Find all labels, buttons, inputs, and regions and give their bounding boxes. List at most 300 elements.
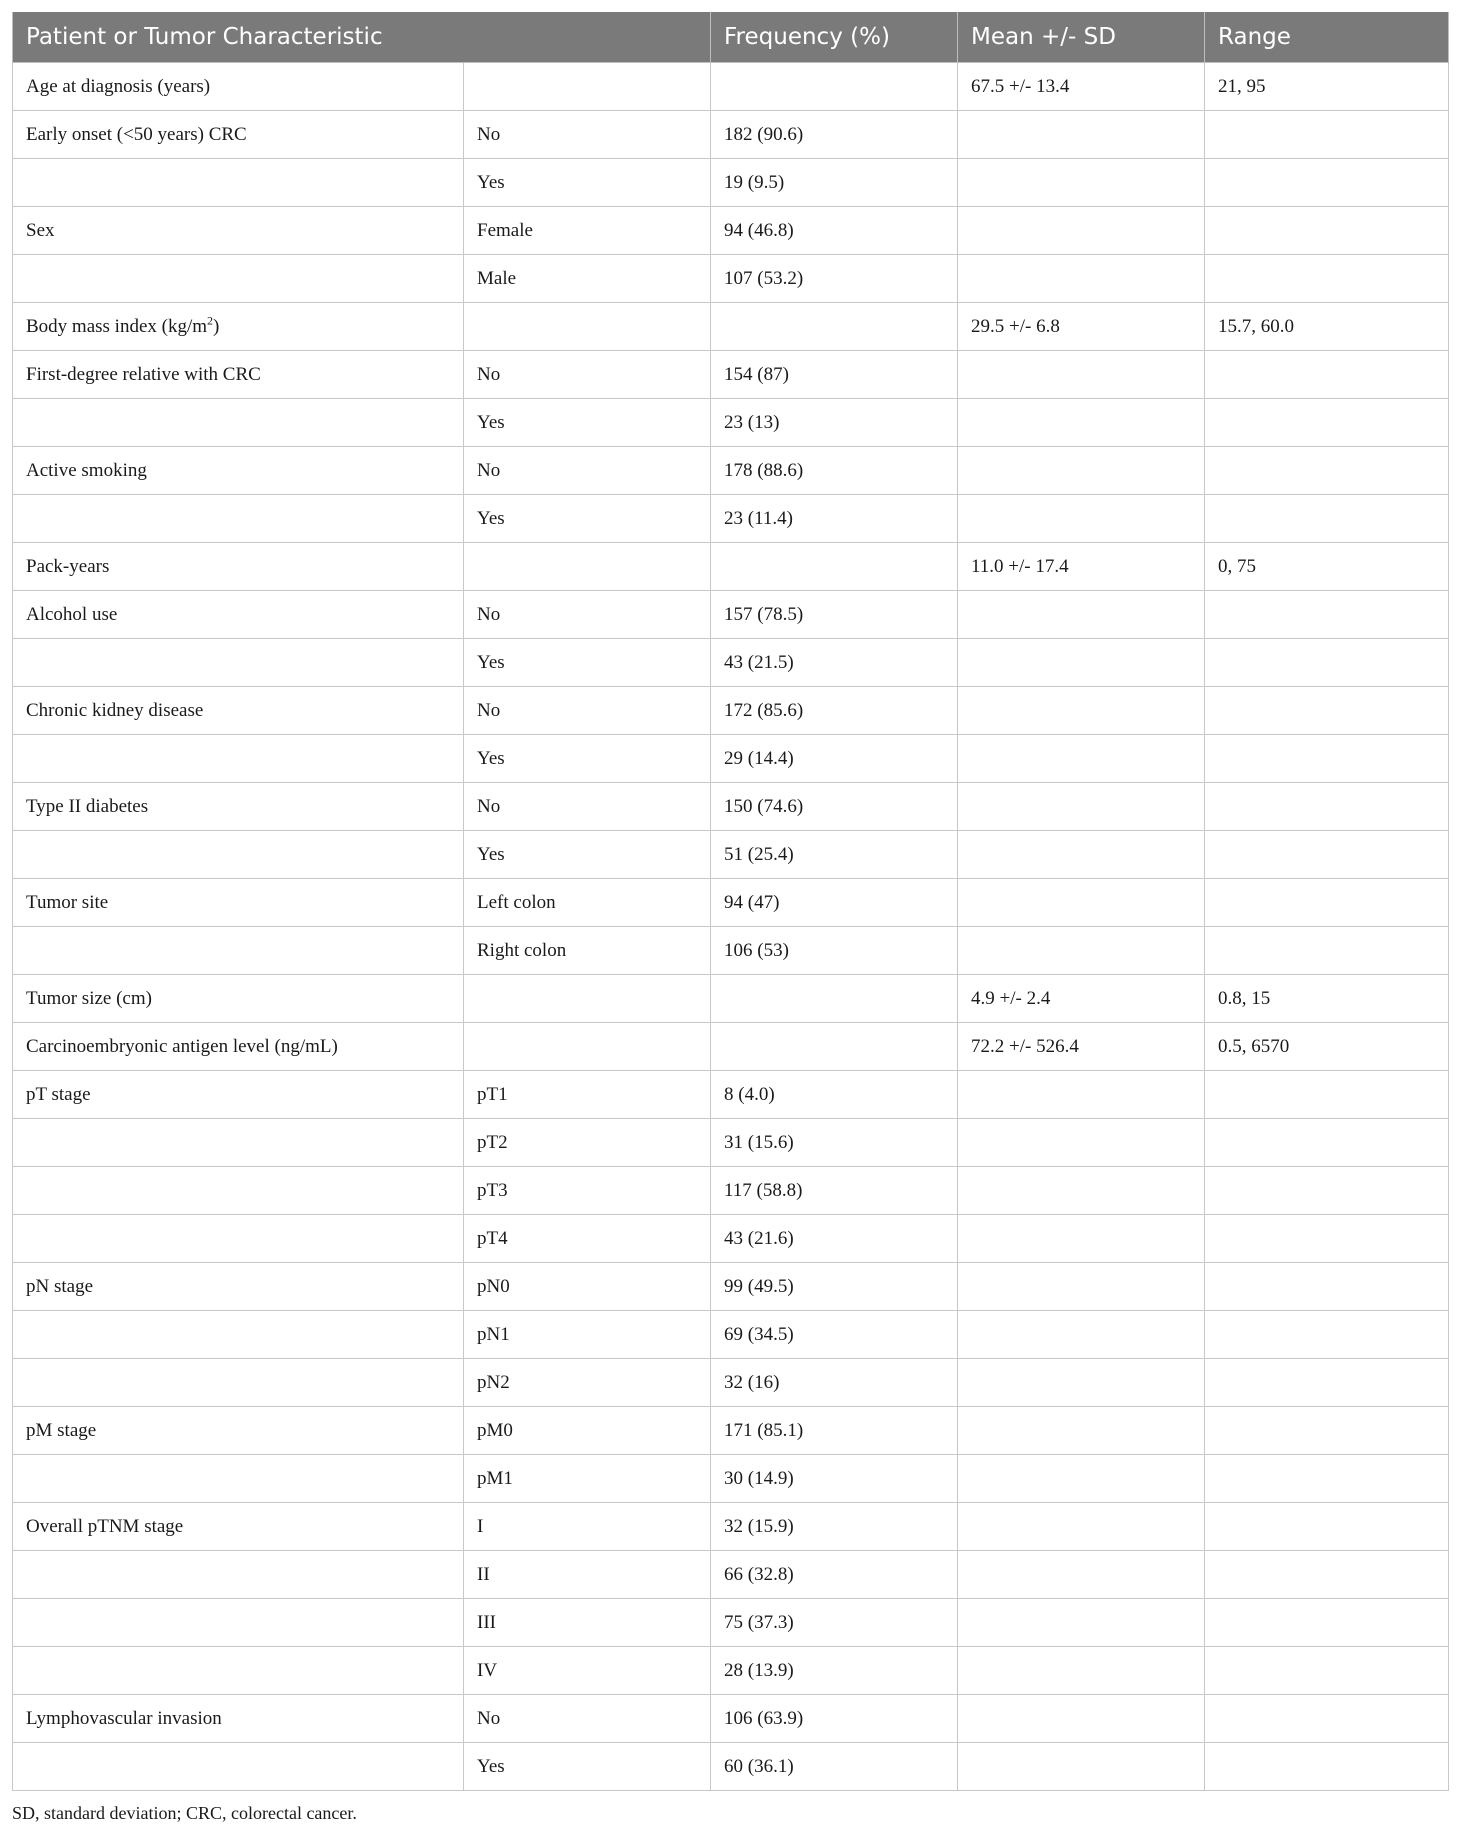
cell-frequency	[711, 303, 958, 351]
cell-mean-sd	[958, 927, 1205, 975]
cell-mean-sd	[958, 975, 1205, 1023]
table-row	[13, 1503, 1449, 1551]
header-range: Range	[1205, 12, 1449, 63]
cell-frequency-text: 117 (58.8)	[724, 1179, 803, 1201]
table-footnote: SD, standard deviation; CRC, colorectal cancer.	[12, 1803, 357, 1823]
cell-characteristic-text: Lymphovascular invasion	[26, 1707, 222, 1729]
cell-category	[464, 1071, 711, 1119]
cell-category	[464, 927, 711, 975]
cell-frequency-text: 32 (15.9)	[724, 1515, 794, 1537]
cell-category	[464, 1695, 711, 1743]
cell-characteristic-text: Body mass index (kg/m	[26, 315, 208, 337]
cell-characteristic	[13, 687, 464, 735]
cell-frequency-text: 178 (88.6)	[724, 459, 804, 481]
cell-category	[464, 879, 711, 927]
cell-characteristic-text: Alcohol use	[26, 603, 118, 625]
cell-mean-sd	[958, 831, 1205, 879]
cell-category	[464, 159, 711, 207]
cell-mean-sd	[958, 1599, 1205, 1647]
cell-frequency-text: 69 (34.5)	[724, 1323, 794, 1345]
cell-range	[1205, 63, 1449, 111]
cell-mean-sd	[958, 255, 1205, 303]
cell-range	[1205, 1311, 1449, 1359]
table-row	[13, 639, 1449, 687]
cell-category-text: pN1	[477, 1323, 510, 1345]
cell-mean-sd	[958, 1215, 1205, 1263]
cell-frequency-text: 99 (49.5)	[724, 1275, 794, 1297]
table-row	[13, 111, 1449, 159]
table-body	[13, 63, 1449, 1791]
cell-characteristic	[13, 1023, 464, 1071]
cell-characteristic-text: Active smoking	[26, 459, 147, 481]
cell-characteristic	[13, 927, 464, 975]
cell-mean-sd	[958, 543, 1205, 591]
cell-frequency	[711, 495, 958, 543]
cell-category-text: Male	[477, 267, 517, 289]
cell-category-text: I	[477, 1515, 484, 1537]
cell-characteristic-text: pM stage	[26, 1419, 97, 1441]
cell-mean-sd	[958, 1071, 1205, 1119]
cell-category-text: Right colon	[477, 939, 567, 961]
cell-frequency-text: 106 (53)	[724, 939, 789, 961]
cell-characteristic	[13, 639, 464, 687]
cell-range	[1205, 399, 1449, 447]
cell-frequency-text: 150 (74.6)	[724, 795, 804, 817]
table-row	[13, 1695, 1449, 1743]
cell-mean-sd	[958, 735, 1205, 783]
cell-category	[464, 351, 711, 399]
table-row	[13, 735, 1449, 783]
cell-frequency	[711, 543, 958, 591]
cell-frequency	[711, 1455, 958, 1503]
cell-frequency	[711, 687, 958, 735]
table-row	[13, 303, 1449, 351]
cell-category-text: IV	[477, 1659, 498, 1681]
cell-frequency-text: 94 (47)	[724, 891, 780, 913]
cell-range	[1205, 1359, 1449, 1407]
cell-range-text: 15.7, 60.0	[1218, 315, 1294, 337]
cell-category-text: Yes	[477, 171, 505, 193]
cell-frequency	[711, 1311, 958, 1359]
cell-mean-sd-text: 67.5 +/- 13.4	[971, 75, 1070, 97]
cell-category	[464, 447, 711, 495]
cell-frequency	[711, 879, 958, 927]
table-row	[13, 1455, 1449, 1503]
cell-category	[464, 1599, 711, 1647]
cell-characteristic	[13, 735, 464, 783]
cell-mean-sd-text: 11.0 +/- 17.4	[971, 555, 1069, 577]
cell-category-text: No	[477, 123, 501, 145]
cell-characteristic	[13, 1359, 464, 1407]
cell-characteristic	[13, 1167, 464, 1215]
cell-range-text: 21, 95	[1218, 75, 1266, 97]
cell-frequency	[711, 159, 958, 207]
cell-frequency-text: 107 (53.2)	[724, 267, 804, 289]
cell-range	[1205, 1503, 1449, 1551]
characteristics-table-container	[12, 12, 1448, 1791]
cell-characteristic-text: pT stage	[26, 1083, 91, 1105]
cell-category-text: Yes	[477, 843, 505, 865]
cell-category	[464, 255, 711, 303]
cell-range	[1205, 159, 1449, 207]
table-row	[13, 927, 1449, 975]
cell-frequency	[711, 735, 958, 783]
cell-characteristic	[13, 351, 464, 399]
cell-mean-sd	[958, 1695, 1205, 1743]
cell-range-text: 0.5, 6570	[1218, 1035, 1290, 1057]
cell-frequency	[711, 591, 958, 639]
cell-frequency	[711, 1119, 958, 1167]
cell-frequency	[711, 399, 958, 447]
cell-characteristic-text: Type II diabetes	[26, 795, 149, 817]
cell-category	[464, 1503, 711, 1551]
header-characteristic: Patient or Tumor Characteristic	[13, 12, 711, 63]
cell-mean-sd	[958, 63, 1205, 111]
table-row	[13, 1743, 1449, 1791]
table-row	[13, 207, 1449, 255]
cell-category	[464, 591, 711, 639]
cell-range-text: 0, 75	[1218, 555, 1256, 577]
cell-mean-sd	[958, 1263, 1205, 1311]
cell-category	[464, 63, 711, 111]
cell-category	[464, 831, 711, 879]
cell-characteristic	[13, 1215, 464, 1263]
cell-frequency-text: 106 (63.9)	[724, 1707, 804, 1729]
characteristics-table	[12, 12, 1449, 1791]
cell-category	[464, 975, 711, 1023]
cell-range	[1205, 447, 1449, 495]
cell-category-text: pT3	[477, 1179, 508, 1201]
cell-frequency-text: 31 (15.6)	[724, 1131, 794, 1153]
cell-characteristic-text: Overall pTNM stage	[26, 1515, 184, 1537]
cell-category-text: Yes	[477, 411, 505, 433]
cell-category-text: Yes	[477, 651, 505, 673]
cell-range	[1205, 1119, 1449, 1167]
header-mean-sd: Mean +/- SD	[958, 12, 1205, 63]
cell-mean-sd	[958, 591, 1205, 639]
table-row	[13, 1023, 1449, 1071]
cell-category	[464, 1647, 711, 1695]
cell-range	[1205, 879, 1449, 927]
cell-category-text: pT4	[477, 1227, 508, 1249]
table-row	[13, 783, 1449, 831]
cell-characteristic	[13, 1263, 464, 1311]
cell-mean-sd	[958, 1551, 1205, 1599]
cell-frequency-text: 43 (21.5)	[724, 651, 794, 673]
cell-category-text: pN0	[477, 1275, 510, 1297]
cell-mean-sd	[958, 879, 1205, 927]
cell-characteristic	[13, 783, 464, 831]
cell-mean-sd	[958, 1167, 1205, 1215]
cell-frequency-text: 66 (32.8)	[724, 1563, 794, 1585]
cell-mean-sd-text: 29.5 +/- 6.8	[971, 315, 1060, 337]
cell-frequency-text: 30 (14.9)	[724, 1467, 794, 1489]
cell-frequency-text: 29 (14.4)	[724, 747, 794, 769]
cell-mean-sd	[958, 639, 1205, 687]
cell-frequency	[711, 63, 958, 111]
cell-range	[1205, 543, 1449, 591]
cell-frequency-text: 43 (21.6)	[724, 1227, 794, 1249]
cell-characteristic-text: Tumor site	[26, 891, 109, 913]
cell-category	[464, 1167, 711, 1215]
cell-characteristic	[13, 303, 464, 351]
cell-mean-sd	[958, 495, 1205, 543]
cell-frequency	[711, 831, 958, 879]
cell-category-text: pM1	[477, 1467, 513, 1489]
cell-characteristic	[13, 1071, 464, 1119]
cell-mean-sd	[958, 1119, 1205, 1167]
cell-category-text: No	[477, 1707, 501, 1729]
cell-characteristic	[13, 447, 464, 495]
cell-frequency	[711, 1071, 958, 1119]
table-row	[13, 879, 1449, 927]
cell-category-text: II	[477, 1563, 490, 1585]
cell-category-text: No	[477, 459, 501, 481]
cell-frequency	[711, 447, 958, 495]
cell-mean-sd	[958, 159, 1205, 207]
table-row	[13, 1167, 1449, 1215]
cell-characteristic-text: Age at diagnosis (years)	[26, 75, 211, 97]
cell-frequency-text: 19 (9.5)	[724, 171, 785, 193]
cell-category	[464, 1407, 711, 1455]
cell-range	[1205, 831, 1449, 879]
cell-range	[1205, 1071, 1449, 1119]
cell-mean-sd-text: 72.2 +/- 526.4	[971, 1035, 1079, 1057]
cell-characteristic	[13, 1599, 464, 1647]
cell-range	[1205, 255, 1449, 303]
cell-frequency	[711, 255, 958, 303]
cell-frequency	[711, 1695, 958, 1743]
cell-characteristic	[13, 1455, 464, 1503]
unit-superscript: 2	[207, 313, 214, 328]
cell-frequency	[711, 111, 958, 159]
table-row	[13, 591, 1449, 639]
cell-characteristic	[13, 255, 464, 303]
table-row	[13, 1551, 1449, 1599]
cell-range	[1205, 1407, 1449, 1455]
cell-characteristic-text: Carcinoembryonic antigen level (ng/mL)	[26, 1035, 338, 1057]
cell-frequency-text: 75 (37.3)	[724, 1611, 794, 1633]
cell-category-text: No	[477, 699, 501, 721]
cell-frequency	[711, 351, 958, 399]
cell-characteristic	[13, 1647, 464, 1695]
cell-category	[464, 543, 711, 591]
cell-frequency	[711, 1407, 958, 1455]
cell-frequency-text: 60 (36.1)	[724, 1755, 794, 1777]
cell-range	[1205, 1743, 1449, 1791]
cell-category-text: Female	[477, 219, 533, 241]
cell-mean-sd	[958, 1743, 1205, 1791]
cell-mean-sd-text: 4.9 +/- 2.4	[971, 987, 1051, 1009]
cell-mean-sd	[958, 303, 1205, 351]
cell-characteristic-text: Chronic kidney disease	[26, 699, 204, 721]
table-row	[13, 399, 1449, 447]
cell-category	[464, 1455, 711, 1503]
table-row	[13, 1407, 1449, 1455]
cell-category	[464, 495, 711, 543]
cell-characteristic	[13, 399, 464, 447]
cell-frequency-text: 172 (85.6)	[724, 699, 804, 721]
cell-category-text: pT1	[477, 1083, 508, 1105]
cell-frequency	[711, 783, 958, 831]
cell-characteristic-text: First-degree relative with CRC	[26, 363, 261, 385]
cell-characteristic-text: Sex	[26, 219, 55, 241]
cell-characteristic	[13, 1119, 464, 1167]
cell-mean-sd	[958, 783, 1205, 831]
cell-frequency	[711, 1599, 958, 1647]
cell-range	[1205, 783, 1449, 831]
cell-range	[1205, 207, 1449, 255]
unit-close-paren: )	[213, 315, 220, 337]
cell-characteristic	[13, 1695, 464, 1743]
table-row	[13, 255, 1449, 303]
cell-frequency-text: 182 (90.6)	[724, 123, 804, 145]
cell-frequency-text: 51 (25.4)	[724, 843, 794, 865]
cell-characteristic	[13, 879, 464, 927]
cell-range	[1205, 975, 1449, 1023]
cell-frequency-text: 157 (78.5)	[724, 603, 804, 625]
table-row	[13, 1119, 1449, 1167]
cell-range	[1205, 1167, 1449, 1215]
cell-mean-sd	[958, 1407, 1205, 1455]
cell-category	[464, 1023, 711, 1071]
cell-category-text: Left colon	[477, 891, 556, 913]
cell-characteristic-text: Pack-years	[26, 555, 110, 577]
cell-characteristic	[13, 1743, 464, 1791]
cell-category	[464, 783, 711, 831]
cell-category	[464, 1311, 711, 1359]
cell-category	[464, 111, 711, 159]
table-row	[13, 543, 1449, 591]
cell-frequency	[711, 1263, 958, 1311]
cell-characteristic	[13, 207, 464, 255]
cell-frequency-text: 154 (87)	[724, 363, 789, 385]
cell-frequency-text: 28 (13.9)	[724, 1659, 794, 1681]
cell-category-text: pT2	[477, 1131, 508, 1153]
cell-mean-sd	[958, 351, 1205, 399]
cell-range-text: 0.8, 15	[1218, 987, 1271, 1009]
cell-mean-sd	[958, 687, 1205, 735]
cell-range	[1205, 927, 1449, 975]
table-row	[13, 975, 1449, 1023]
table-row	[13, 495, 1449, 543]
cell-category	[464, 687, 711, 735]
table-row	[13, 1647, 1449, 1695]
cell-frequency	[711, 1503, 958, 1551]
cell-category	[464, 1743, 711, 1791]
cell-category	[464, 639, 711, 687]
cell-frequency	[711, 639, 958, 687]
cell-frequency	[711, 207, 958, 255]
table-row	[13, 351, 1449, 399]
cell-characteristic-text: Early onset (<50 years) CRC	[26, 123, 247, 145]
cell-characteristic	[13, 591, 464, 639]
cell-range	[1205, 1455, 1449, 1503]
cell-category-text: No	[477, 363, 501, 385]
cell-category-text: Yes	[477, 1755, 505, 1777]
cell-category-text: Yes	[477, 507, 505, 529]
cell-range	[1205, 735, 1449, 783]
cell-category-text: No	[477, 603, 501, 625]
cell-characteristic	[13, 495, 464, 543]
table-row	[13, 1263, 1449, 1311]
cell-frequency	[711, 1359, 958, 1407]
cell-category-text: III	[477, 1611, 496, 1633]
header-frequency: Frequency (%)	[711, 12, 958, 63]
cell-range	[1205, 1215, 1449, 1263]
cell-frequency	[711, 1023, 958, 1071]
cell-characteristic	[13, 111, 464, 159]
cell-range	[1205, 1647, 1449, 1695]
cell-mean-sd	[958, 447, 1205, 495]
cell-range	[1205, 1695, 1449, 1743]
table-row	[13, 1311, 1449, 1359]
cell-characteristic	[13, 1503, 464, 1551]
table-row	[13, 63, 1449, 111]
cell-category-text: Yes	[477, 747, 505, 769]
cell-frequency	[711, 1551, 958, 1599]
cell-category	[464, 303, 711, 351]
table-row	[13, 447, 1449, 495]
cell-category	[464, 1263, 711, 1311]
cell-category	[464, 1359, 711, 1407]
cell-characteristic	[13, 1407, 464, 1455]
cell-frequency-text: 23 (13)	[724, 411, 780, 433]
cell-frequency-text: 23 (11.4)	[724, 507, 793, 529]
table-row	[13, 1071, 1449, 1119]
cell-frequency-text: 8 (4.0)	[724, 1083, 775, 1105]
cell-category-text: No	[477, 795, 501, 817]
cell-range	[1205, 495, 1449, 543]
cell-frequency	[711, 927, 958, 975]
cell-range	[1205, 303, 1449, 351]
cell-frequency-text: 171 (85.1)	[724, 1419, 804, 1441]
cell-characteristic-text: pN stage	[26, 1275, 94, 1297]
cell-category	[464, 1215, 711, 1263]
table-row	[13, 687, 1449, 735]
cell-mean-sd	[958, 111, 1205, 159]
cell-mean-sd	[958, 399, 1205, 447]
cell-category	[464, 1119, 711, 1167]
cell-category	[464, 207, 711, 255]
cell-range	[1205, 111, 1449, 159]
table-row	[13, 1599, 1449, 1647]
cell-range	[1205, 639, 1449, 687]
cell-characteristic	[13, 1551, 464, 1599]
cell-mean-sd	[958, 1311, 1205, 1359]
cell-frequency	[711, 1215, 958, 1263]
cell-frequency	[711, 1647, 958, 1695]
cell-mean-sd	[958, 1455, 1205, 1503]
cell-range	[1205, 1599, 1449, 1647]
cell-characteristic	[13, 1311, 464, 1359]
cell-range	[1205, 687, 1449, 735]
cell-frequency	[711, 975, 958, 1023]
cell-mean-sd	[958, 1647, 1205, 1695]
cell-frequency-text: 32 (16)	[724, 1371, 780, 1393]
cell-range	[1205, 1263, 1449, 1311]
cell-characteristic	[13, 831, 464, 879]
cell-category	[464, 1551, 711, 1599]
table-row	[13, 1215, 1449, 1263]
cell-category-text: pN2	[477, 1371, 510, 1393]
table-row	[13, 159, 1449, 207]
cell-range	[1205, 1023, 1449, 1071]
cell-characteristic	[13, 975, 464, 1023]
cell-category-text: pM0	[477, 1419, 513, 1441]
cell-category	[464, 735, 711, 783]
cell-characteristic	[13, 63, 464, 111]
